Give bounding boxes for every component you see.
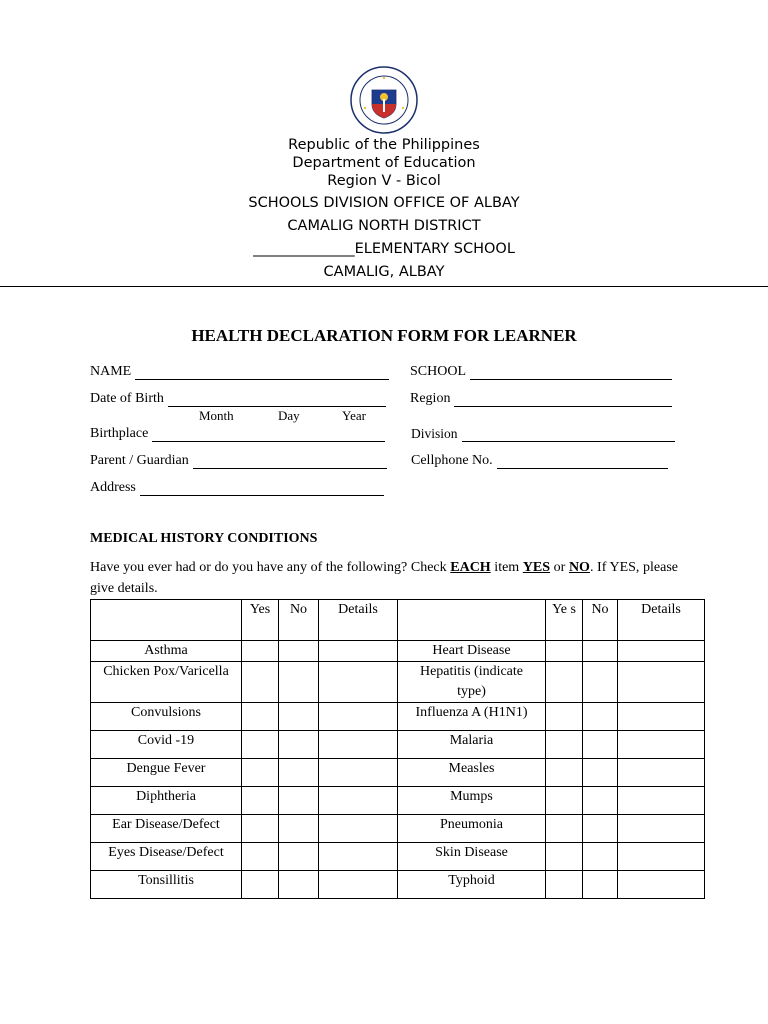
no-checkbox-cell[interactable] bbox=[583, 731, 618, 759]
name-line[interactable] bbox=[135, 367, 389, 380]
no-checkbox-cell[interactable] bbox=[279, 815, 319, 843]
no-checkbox-cell[interactable] bbox=[279, 731, 319, 759]
header-department: Department of Education bbox=[292, 155, 476, 171]
condition-left: Dengue Fever bbox=[91, 759, 242, 787]
condition-left: Convulsions bbox=[91, 703, 242, 731]
table-row bbox=[91, 703, 705, 731]
details-cell[interactable] bbox=[319, 843, 398, 871]
details-cell[interactable] bbox=[618, 662, 705, 703]
condition-left: Tonsillitis bbox=[91, 871, 242, 899]
condition-left: Diphtheria bbox=[91, 787, 242, 815]
medical-history-title: MEDICAL HISTORY CONDITIONS bbox=[90, 531, 318, 546]
header-school: ______________ELEMENTARY SCHOOL bbox=[253, 241, 515, 257]
instructions-text: . If YES, please give details. bbox=[90, 560, 678, 596]
yes-checkbox-cell[interactable] bbox=[546, 731, 583, 759]
table-row bbox=[91, 871, 705, 899]
name-field[interactable] bbox=[90, 364, 389, 380]
condition-right: Influenza A (H1N1) bbox=[398, 703, 546, 731]
yes-checkbox-cell[interactable] bbox=[242, 815, 279, 843]
no-checkbox-cell[interactable] bbox=[279, 662, 319, 703]
day-label: Day bbox=[278, 408, 300, 423]
condition-right: Hepatitis (indicate type) bbox=[398, 662, 546, 703]
yes-checkbox-cell[interactable] bbox=[546, 703, 583, 731]
condition-right: Skin Disease bbox=[398, 843, 546, 871]
instructions-yes: YES bbox=[522, 560, 551, 575]
yes-checkbox-cell[interactable] bbox=[242, 759, 279, 787]
medical-instructions bbox=[90, 557, 678, 599]
school-line[interactable] bbox=[470, 367, 672, 380]
header-division-office: SCHOOLS DIVISION OFFICE OF ALBAY bbox=[248, 195, 520, 211]
instructions-text: or bbox=[550, 560, 569, 575]
no-checkbox-cell[interactable] bbox=[583, 787, 618, 815]
dob-field[interactable] bbox=[90, 391, 386, 407]
year-label: Year bbox=[342, 408, 366, 423]
division-line[interactable] bbox=[462, 429, 675, 442]
header-no-left: No bbox=[279, 600, 319, 641]
instructions-text: item bbox=[490, 560, 523, 575]
cellphone-line[interactable] bbox=[497, 456, 668, 469]
table-row bbox=[91, 731, 705, 759]
yes-checkbox-cell[interactable] bbox=[546, 759, 583, 787]
no-checkbox-cell[interactable] bbox=[279, 787, 319, 815]
condition-right: Pneumonia bbox=[398, 815, 546, 843]
header-region: Region V - Bicol bbox=[327, 173, 441, 189]
details-cell[interactable] bbox=[319, 641, 398, 662]
birthplace-line[interactable] bbox=[152, 429, 385, 442]
condition-left: Chicken Pox/Varicella bbox=[91, 662, 242, 703]
guardian-field[interactable] bbox=[90, 453, 387, 469]
header-details-left: Details bbox=[319, 600, 398, 641]
condition-right: Malaria bbox=[398, 731, 546, 759]
no-checkbox-cell[interactable] bbox=[583, 759, 618, 787]
condition-right: Measles bbox=[398, 759, 546, 787]
no-checkbox-cell[interactable] bbox=[279, 703, 319, 731]
deped-seal-logo bbox=[350, 66, 418, 134]
table-row bbox=[91, 843, 705, 871]
month-label: Month bbox=[199, 408, 234, 423]
instructions-no: NO bbox=[568, 560, 590, 575]
no-checkbox-cell[interactable] bbox=[279, 641, 319, 662]
yes-checkbox-cell[interactable] bbox=[242, 731, 279, 759]
table-header-row bbox=[91, 600, 705, 641]
region-label: Region bbox=[410, 391, 451, 406]
yes-checkbox-cell[interactable] bbox=[546, 815, 583, 843]
header-yes-right: Ye s bbox=[546, 600, 583, 641]
dob-label: Date of Birth bbox=[90, 391, 164, 406]
cellphone-field[interactable] bbox=[411, 453, 668, 469]
details-cell[interactable] bbox=[618, 641, 705, 662]
details-cell[interactable] bbox=[618, 787, 705, 815]
condition-left: Covid -19 bbox=[91, 731, 242, 759]
no-checkbox-cell[interactable] bbox=[583, 662, 618, 703]
no-checkbox-cell[interactable] bbox=[583, 815, 618, 843]
table-row bbox=[91, 641, 705, 662]
region-line[interactable] bbox=[454, 394, 672, 407]
condition-right: Mumps bbox=[398, 787, 546, 815]
details-cell[interactable] bbox=[319, 815, 398, 843]
details-cell[interactable] bbox=[319, 731, 398, 759]
table-row bbox=[91, 759, 705, 787]
details-cell[interactable] bbox=[618, 871, 705, 899]
no-checkbox-cell[interactable] bbox=[583, 703, 618, 731]
yes-checkbox-cell[interactable] bbox=[242, 843, 279, 871]
birthplace-label: Birthplace bbox=[90, 426, 149, 441]
guardian-line[interactable] bbox=[193, 456, 387, 469]
table-row bbox=[91, 787, 705, 815]
condition-left: Ear Disease/Defect bbox=[91, 815, 242, 843]
address-field[interactable] bbox=[90, 480, 384, 496]
no-checkbox-cell[interactable] bbox=[583, 843, 618, 871]
instructions-each: EACH bbox=[450, 560, 491, 575]
birthplace-field[interactable] bbox=[90, 426, 385, 442]
cellphone-label: Cellphone No. bbox=[411, 453, 493, 468]
dob-line[interactable] bbox=[168, 394, 386, 407]
address-label: Address bbox=[90, 480, 136, 495]
header-yes-left: Yes bbox=[242, 600, 279, 641]
no-checkbox-cell[interactable] bbox=[279, 843, 319, 871]
division-field[interactable] bbox=[411, 426, 675, 442]
yes-checkbox-cell[interactable] bbox=[242, 662, 279, 703]
details-cell[interactable] bbox=[319, 787, 398, 815]
condition-left: Asthma bbox=[91, 641, 242, 662]
table-row bbox=[91, 662, 705, 703]
header-condition-left bbox=[91, 600, 242, 641]
yes-checkbox-cell[interactable] bbox=[546, 843, 583, 871]
details-cell[interactable] bbox=[319, 662, 398, 703]
header-condition-right bbox=[398, 600, 546, 641]
yes-checkbox-cell[interactable] bbox=[242, 871, 279, 899]
details-cell[interactable] bbox=[319, 759, 398, 787]
yes-checkbox-cell[interactable] bbox=[546, 662, 583, 703]
medical-history-table bbox=[90, 599, 705, 899]
header-details-right: Details bbox=[618, 600, 705, 641]
condition-left: Eyes Disease/Defect bbox=[91, 843, 242, 871]
address-line[interactable] bbox=[140, 483, 384, 496]
condition-right: Typhoid bbox=[398, 871, 546, 899]
form-title: HEALTH DECLARATION FORM FOR LEARNER bbox=[191, 326, 577, 345]
yes-checkbox-cell[interactable] bbox=[546, 787, 583, 815]
no-checkbox-cell[interactable] bbox=[279, 871, 319, 899]
details-cell[interactable] bbox=[618, 815, 705, 843]
details-cell[interactable] bbox=[319, 703, 398, 731]
no-checkbox-cell[interactable] bbox=[279, 759, 319, 787]
region-field[interactable] bbox=[410, 391, 672, 407]
header-divider bbox=[0, 286, 768, 287]
header-republic: Republic of the Philippines bbox=[288, 137, 480, 153]
details-cell[interactable] bbox=[319, 871, 398, 899]
yes-checkbox-cell[interactable] bbox=[546, 871, 583, 899]
no-checkbox-cell[interactable] bbox=[583, 871, 618, 899]
details-cell[interactable] bbox=[618, 731, 705, 759]
school-label: SCHOOL bbox=[410, 364, 467, 379]
header-no-right: No bbox=[583, 600, 618, 641]
condition-right: Heart Disease bbox=[398, 641, 546, 662]
yes-checkbox-cell[interactable] bbox=[242, 787, 279, 815]
header-location: CAMALIG, ALBAY bbox=[323, 264, 445, 280]
header-district: CAMALIG NORTH DISTRICT bbox=[287, 218, 481, 234]
instructions-text: Have you ever had or do you have any of the following? Check bbox=[90, 560, 451, 575]
name-label: NAME bbox=[90, 364, 132, 379]
details-cell[interactable] bbox=[618, 759, 705, 787]
details-cell[interactable] bbox=[618, 843, 705, 871]
yes-checkbox-cell[interactable] bbox=[242, 641, 279, 662]
school-field[interactable] bbox=[410, 364, 672, 380]
division-label: Division bbox=[411, 426, 458, 441]
no-checkbox-cell[interactable] bbox=[583, 641, 618, 662]
guardian-label: Parent / Guardian bbox=[90, 453, 189, 468]
yes-checkbox-cell[interactable] bbox=[546, 641, 583, 662]
table-row bbox=[91, 815, 705, 843]
details-cell[interactable] bbox=[618, 703, 705, 731]
yes-checkbox-cell[interactable] bbox=[242, 703, 279, 731]
